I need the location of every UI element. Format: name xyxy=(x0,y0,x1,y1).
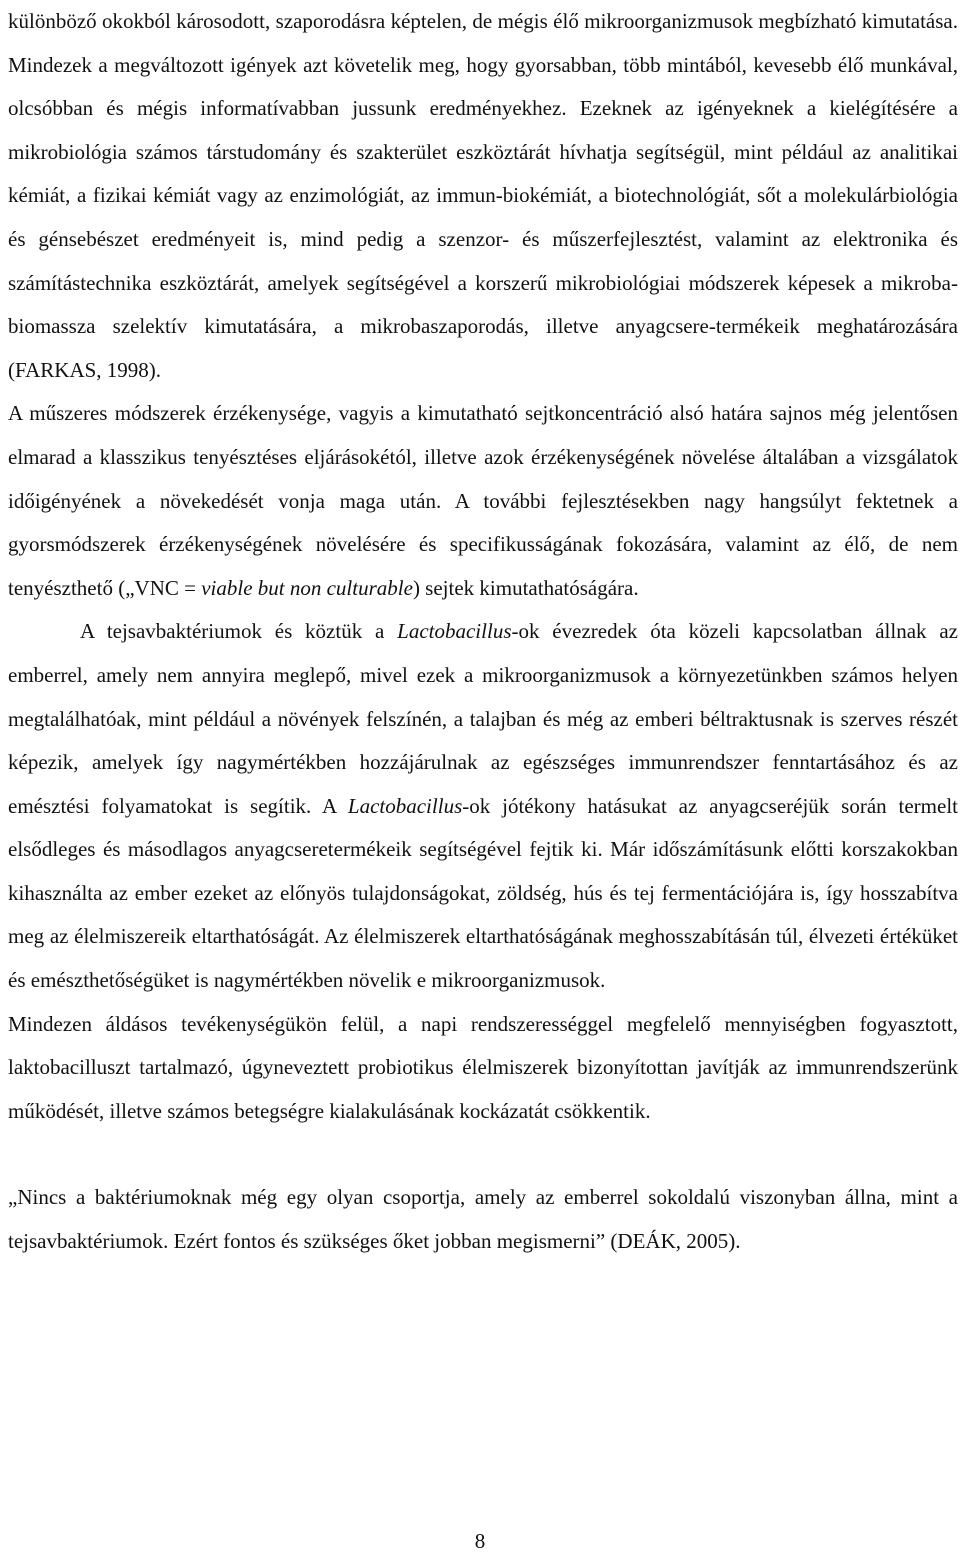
paragraph-text: különböző okokból károsodott, szaporodásra képtelen, de mégis élő mikroorganizmusok megbízható kimutatása. Mindezek a megváltozott igények azt követelik meg, hogy gyorsabban, több mintából, kevesebb élő munkával, olcsóbban és mégis informatívabban jussunk eredményekhez. Ezeknek az igényeknek a kielégítésére a mikrobiológia számos társtudomány és szakterület eszköztárát hívhatja segítségül, mint például az analitikai kémiát, a fizikai kémiát vagy az enzimológiát, az immun-biokémiát, a biotechnológiát, sőt a molekulárbiológia és génsebészet eredményeit is, mind pedig a szenzor- és műszerfejlesztést, valamint az elektronika és számítástechnika eszköztárát, amelyek segítségével a korszerű mikrobiológiai módszerek képesek a mikroba-biomassza szelektív kimutatására, a mikrobaszaporodás, illetve anyagcsere-termékeik meghatározására (FARKAS, 1998). xyxy=(8,9,958,382)
quotation-text: „Nincs a baktériumoknak még egy olyan csoportja, amely az emberrel sokoldalú viszonyban állna, mint a tejsavbaktériumok. Ezért fontos és szükséges őket jobban megismerni” (DEÁK, 2005). xyxy=(8,1185,958,1254)
paragraph-detection-methods xyxy=(8,0,958,392)
document-page xyxy=(8,0,958,1264)
paragraph-text: -ok jótékony hatásukat az anyagcseréjük során termelt elsődleges és másodlagos anyagcseretermékeik segítségével fejtik ki. Már időszámításunk előtti korszakokban kihasználta az ember ezeket az előnyös tulajdonságokat, zöldség, hús és tej fermentációjára is, így hosszabítva meg az élelmiszereik eltarthatóságát. Az élelmiszerek eltarthatóságának meghosszabításán túl, élvezeti értéküket és emészthetőségüket is nagymértékben növelik e mikroorganizmusok. xyxy=(8,793,958,993)
page-number: 8 xyxy=(474,1529,486,1553)
italic-term: Lactobacillus xyxy=(347,793,463,818)
paragraph-text: -ok évezredek óta közeli kapcsolatban állnak az emberrel, amely nem annyira meglepő, mivel ezek a mikroorganizmusok a környezetünkben számos helyen megtalálhatóak, mint például a növények felszínén, a talajban és még az emberi béltraktusnak is szerves részét képezik, amelyek így nagymértékben hozzájárulnak az egészséges immunrendszer fenntartásához és az emésztési folyamatokat is segítik. A xyxy=(8,619,958,818)
paragraph-text: A tejsavbaktériumok és köztük a xyxy=(80,619,398,644)
paragraph-text: A műszeres módszerek érzékenysége, vagyis a kimutatható sejtkoncentráció alsó határa sajnos még jelentősen elmarad a klasszikus tenyésztéses eljárásokétól, illetve azok érzékenységének növelése általában a vizsgálatok időigényének a növekedését vonja maga után. A további fejlesztésekben nagy hangsúlyt fektetnek a gyorsmódszerek érzékenységének növelésére és specifikusságának fokozására, valamint az élő, de nem tenyészthető („VNC = xyxy=(8,401,958,600)
paragraph-probiotics xyxy=(8,1003,958,1134)
paragraph-instrumental-methods xyxy=(8,392,958,610)
paragraph-lactic-acid-bacteria xyxy=(8,610,958,1002)
quotation xyxy=(8,1176,958,1263)
italic-term: viable but non culturable xyxy=(201,575,413,600)
paragraph-text: Mindezen áldásos tevékenységükön felül, a napi rendszerességgel megfelelő mennyiségben fogyasztott, laktobacilluszt tartalmazó, úgyneveztett probiotikus élelmiszerek bizonyítottan javítják az immunrendszerünk működését, illetve számos betegségre kialakulásának kockázatát csökkentik. xyxy=(8,1011,958,1123)
italic-term: Lactobacillus xyxy=(397,619,512,644)
paragraph-text: ) sejtek kimutathatóságára. xyxy=(412,575,639,600)
